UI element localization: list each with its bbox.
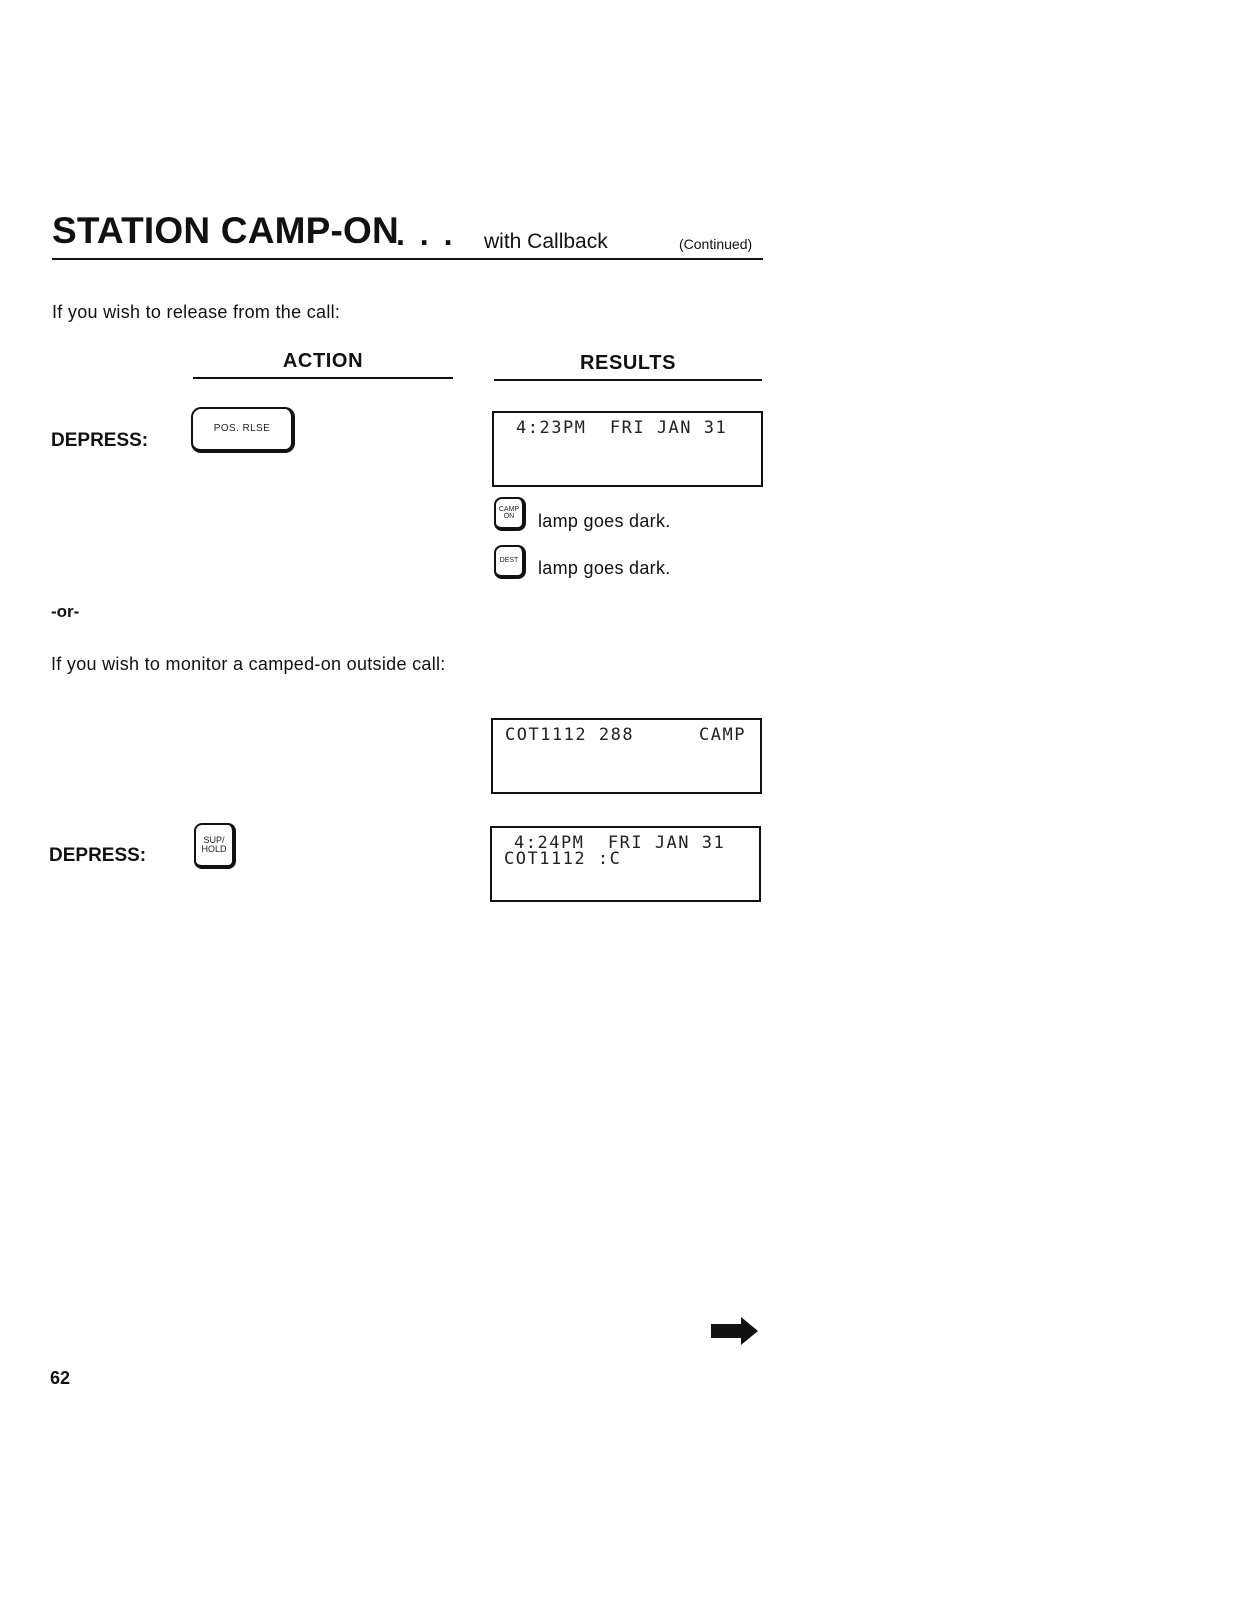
or-separator: -or- [51,602,80,621]
sup-hold-key-line-1: SUP/ [203,834,225,845]
camp-on-key-line-1: CAMP [498,505,520,513]
page-number: 62 [50,1368,71,1388]
title-underline [52,258,763,260]
monitor-line-1: 4:24PM FRI JAN 31 [514,833,726,853]
dest-lamp-result: lamp goes dark. [538,558,671,578]
action-underline [193,377,453,379]
pos-rlse-key-label: POS. RLSE [213,422,271,434]
release-instruction: If you wish to release from the call: [52,302,341,322]
action-heading: ACTION [282,350,364,372]
right-arrow-icon [711,1317,759,1345]
continued-note: (Continued) [679,236,753,252]
monitor-instruction: If you wish to monitor a camped-on outside call: [51,654,446,674]
camp-line-right: CAMP [699,725,746,745]
camp-on-lamp-result: lamp goes dark. [538,511,671,531]
pos-rlse-key [191,407,295,453]
lcd-line-1: 4:23PM FRI JAN 31 [516,418,728,438]
lcd-display-release [492,411,763,487]
results-underline [494,379,762,381]
dest-key-label: DEST [499,557,519,565]
camp-line-left: COT1112 288 [505,725,635,745]
page-subtitle: with Callback [484,230,608,253]
title-ellipsis: . . . [396,216,456,252]
sup-hold-key-line-2: HOLD [201,844,227,854]
page-title: STATION CAMP-ON [52,210,399,251]
results-heading: RESULTS [579,352,677,374]
depress-label-2: DEPRESS: [49,845,147,866]
monitor-line-2: COT1112 :C [504,849,622,869]
depress-label: DEPRESS: [51,430,149,451]
lcd-display-camp [491,718,762,794]
dest-key-icon [494,545,526,579]
lcd-display-monitor [490,826,761,902]
camp-on-key-icon [494,497,526,531]
sup-hold-key [194,823,236,869]
camp-on-key-line-2: ON [503,513,515,520]
